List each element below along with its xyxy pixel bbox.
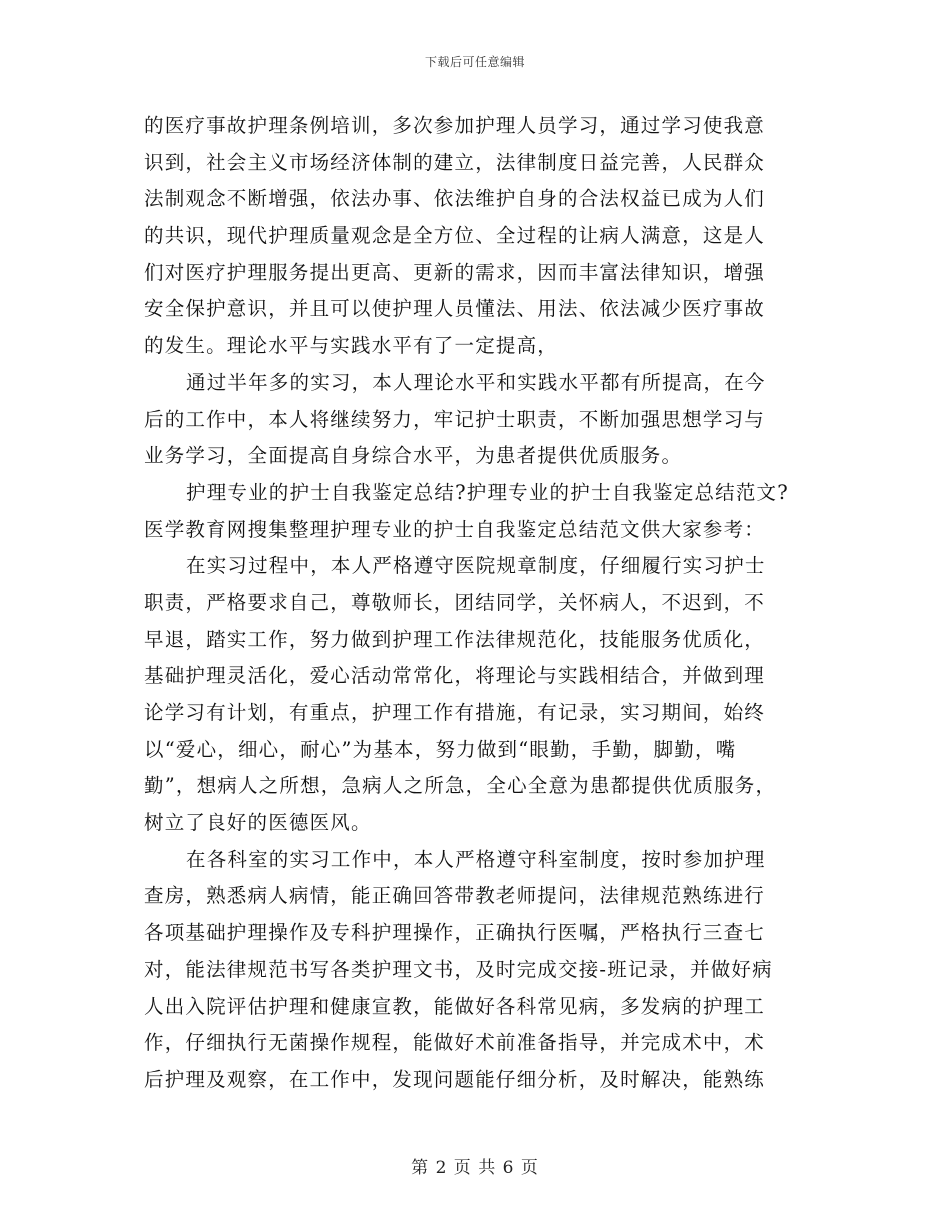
text-line: 后的工作中，本人将继续努力，牢记护士职责，不断加强思想学习与 xyxy=(144,407,766,431)
text-line: 对，能法律规范书写各类护理文书，及时完成交接-班记录，并做好病 xyxy=(144,957,773,981)
text-line: 们对医疗护理服务提出更高、更新的需求，因而丰富法律知识，增强 xyxy=(144,260,766,284)
paragraph-start-line: 在各科室的实习工作中，本人严格遵守科室制度，按时参加护理 xyxy=(186,847,766,871)
paragraph-start-line: 护理专业的护士自我鉴定总结?护理专业的护士自我鉴定总结范文? xyxy=(186,480,789,504)
text-line: 以“爱心，细心，耐心”为基本，努力做到“眼勤，手勤，脚勤，嘴 xyxy=(144,737,737,761)
text-line: 人出入院评估护理和健康宣教，能做好各科常见病，多发病的护理工 xyxy=(144,994,766,1018)
paragraph-start-line: 通过半年多的实习，本人理论水平和实践水平都有所提高，在今 xyxy=(186,370,766,394)
text-line: 作，仔细执行无菌操作规程，能做好术前准备指导，并完成术中，术 xyxy=(144,1031,766,1055)
text-line: 的医疗事故护理条例培训，多次参加护理人员学习，通过学习使我意 xyxy=(144,114,766,137)
text-line: 树立了良好的医德医风。 xyxy=(144,811,372,835)
text-line: 的发生。理论水平与实践水平有了一定提高， xyxy=(144,334,559,358)
text-line: 识到，社会主义市场经济体制的建立，法律制度日益完善，人民群众 xyxy=(144,150,766,174)
page-footer: 第 2 页 共 6 页 xyxy=(411,1158,539,1178)
text-line: 医学教育网搜集整理护理专业的护士自我鉴定总结范文供大家参考： xyxy=(144,517,766,541)
text-line: 职责，严格要求自己，尊敬师长，团结同学，关怀病人，不迟到，不 xyxy=(144,590,766,614)
text-line: 查房，熟悉病人病情，能正确回答带教老师提问，法律规范熟练进行 xyxy=(144,884,766,908)
text-line: 业务学习，全面提高自身综合水平，为患者提供优质服务。 xyxy=(144,444,683,468)
text-line: 的共识，现代护理质量观念是全方位、全过程的让病人满意，这是人 xyxy=(144,224,766,248)
text-line: 论学习有计划，有重点，护理工作有措施，有记录，实习期间，始终 xyxy=(144,701,766,724)
text-line: 各项基础护理操作及专科护理操作，正确执行医嘱，严格执行三查七 xyxy=(144,921,766,945)
text-line: 安全保护意识，并且可以使护理人员懂法、用法、依法减少医疗事故 xyxy=(144,297,766,321)
paragraph-start-line: 在实习过程中，本人严格遵守医院规章制度，仔细履行实习护士 xyxy=(186,554,766,578)
text-line: 后护理及观察，在工作中，发现问题能仔细分析，及时解决，能熟练 xyxy=(144,1067,766,1091)
page-header: 下载后可任意编辑 xyxy=(424,55,525,69)
text-line: 基础护理灵活化，爱心活动常常化，将理论与实践相结合，并做到理 xyxy=(144,664,766,688)
text-line: 勤”，想病人之所想，急病人之所急，全心全意为患都提供优质服务， xyxy=(144,774,777,798)
text-line: 早退，踏实工作，努力做到护理工作法律规范化，技能服务优质化， xyxy=(144,627,766,651)
text-line: 法制观念不断增强，依法办事、依法维护自身的合法权益已成为人们 xyxy=(144,187,766,211)
body-text xyxy=(144,108,809,1099)
